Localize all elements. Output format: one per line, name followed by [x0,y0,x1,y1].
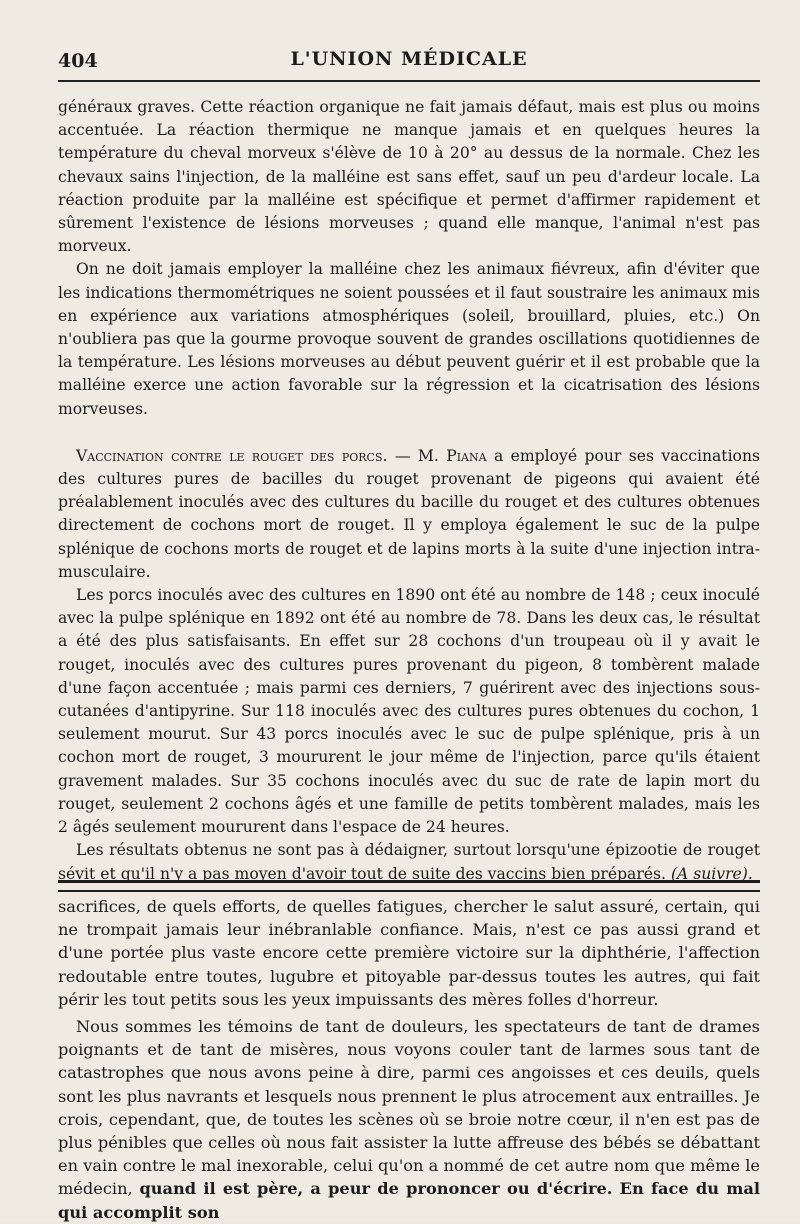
paragraph-results: Les porcs inoculés avec des cultures en 1890 ont été au nombre de 148 ; ceux inoculé avec la pulpe splénique en 1892 ont été au nombre de 78. Dans les deux cas, le résultat a été des plus satisfaisants. En effet sur 28 cochons d'un troupeau où il y avait le rouget, inoculés avec des cultures pures provenant du pigeon, 8 tombèrent malade d'une façon accentuée ; mais parmi ces derniers, 7 guérirent avec des injections sous-cutanées d'antipyrine. Sur 118 inoculés avec des cultures pures obtenues du cochon, 1 seulement mourut. Sur 43 porcs inoculés avec le suc de pulpe splénique, pris à un cochon mort de rouget, 3 moururent le jour même de l'injection, parce qu'ils étaient gravement malades. Sur 35 cochons inoculés avec du suc de rate de lapin mort du rouget, seulement 2 cochons âgés et une famille de petits tombèrent malades, mais les 2 âgés seulement moururent dans l'espace de 24 heures. [58,586,760,837]
conclusion-text: Les résultats obtenus ne sont pas à dédaigner, surtout lorsqu'une épizootie de rouget sévit et qu'il n'y a pas moyen d'avoir tout de suite des vaccins bien préparés. [58,841,760,883]
author-name: M. Piana [417,446,487,465]
feuilleton-separator [58,880,760,892]
page-number: 404 [58,50,98,72]
paragraph-malleine-reaction: généraux graves. Cette réaction organique ne fait jamais défaut, mais est plus ou moins accentuée. La réaction thermique ne manque jamais et en quelques heures la température du cheval morveux s'élève de 10 à 20° au dessus de la normale. Chez les chevaux sains l'injection, de la malléine est sans effet, sauf un peu d'ardeur locale. La réaction produite par la malléine est spécifique et permet d'affirmer rapidement et sûrement l'existence de lésions morveuses ; quand elle manque, l'animal n'est pas morveux. [58,98,760,256]
journal-title: L'UNION MÉDICALE [290,48,528,70]
to-be-continued: (A suivre). [670,864,753,883]
feuilleton-paragraph-1: sacrifices, de quels efforts, de quelles fatigues, chercher le salut assuré, certain, qui ne trompait jamais leur inébranlable confiance. Mais, n'est ce pas aussi grand et d'une portée plus vaste encore cette première victoire sur la diphthérie, l'affection redoutable entre toutes, lugubre et pitoyable par-dessus toutes les autres, qui fait périr les tout petits sous les yeux impuissants des mères folles d'horreur. [58,897,760,1009]
header-rule [58,80,760,82]
feuilleton-paragraph-2 [58,1015,760,1224]
section-gap [58,421,760,435]
section-dash: — [387,446,418,465]
article-body [58,96,760,886]
paragraph-conclusion [58,839,760,885]
paragraph-vaccination-rouget [58,445,760,584]
section-text: a employé pour ses vaccinations des cultures pures de bacilles du rouget provenant de pigeons qui avaient été préalablement inoculés avec des cultures du bacille du rouget et des cultures obtenues directement de cochons mort de rouget. Il y employa également le suc de la pulpe splénique de cochons morts de rouget et de lapins morts à la suite d'une injection intra-musculaire. [58,446,760,581]
paragraph-malleine-usage: On ne doit jamais employer la malléine chez les animaux fiévreux, afin d'éviter que les indications thermométriques ne soient poussées et il faut soustraire les animaux mis en expérience aux variations atmosphériques (soleil, brouillard, pluies, etc.) On n'oubliera pas que la gourme provoque souvent de grandes oscillations quotidiennes de la température. Les lésions morveuses au début peuvent guérir et il est probable que la malléine exerce une action favorable sur la régression et la cicatrisation des lésions morveuses. [58,260,760,418]
page-header [58,42,760,76]
section-heading: Vaccination contre le rouget des porcs. [76,446,388,465]
feuilleton-body [58,895,760,1224]
feuilleton-paragraph-2-text: Nous sommes les témoins de tant de douleurs, les spectateurs de tant de drames poignants et de tant de misères, nous voyons couler tant de larmes sous tant de catastrophes que nous avons peine à dire, parmi ces angoisses et ces deuils, quels sont les plus navrants et lesquels nous prennent le plus atrocement aux entrailles. Je crois, cependant, que, de toutes les scènes où se broie notre cœur, il n'en est pas de plus pénibles que celles où nous fait assister la lutte affreuse des bébés se débattant en vain contre le mal inexorable, celui qu'on a nommé de cet autre nom que même le médecin, [58,1017,760,1199]
feuilleton-last-line: quand il est père, a peur de prononcer ou d'écrire. En face du mal qui accomplit son [58,1179,760,1222]
